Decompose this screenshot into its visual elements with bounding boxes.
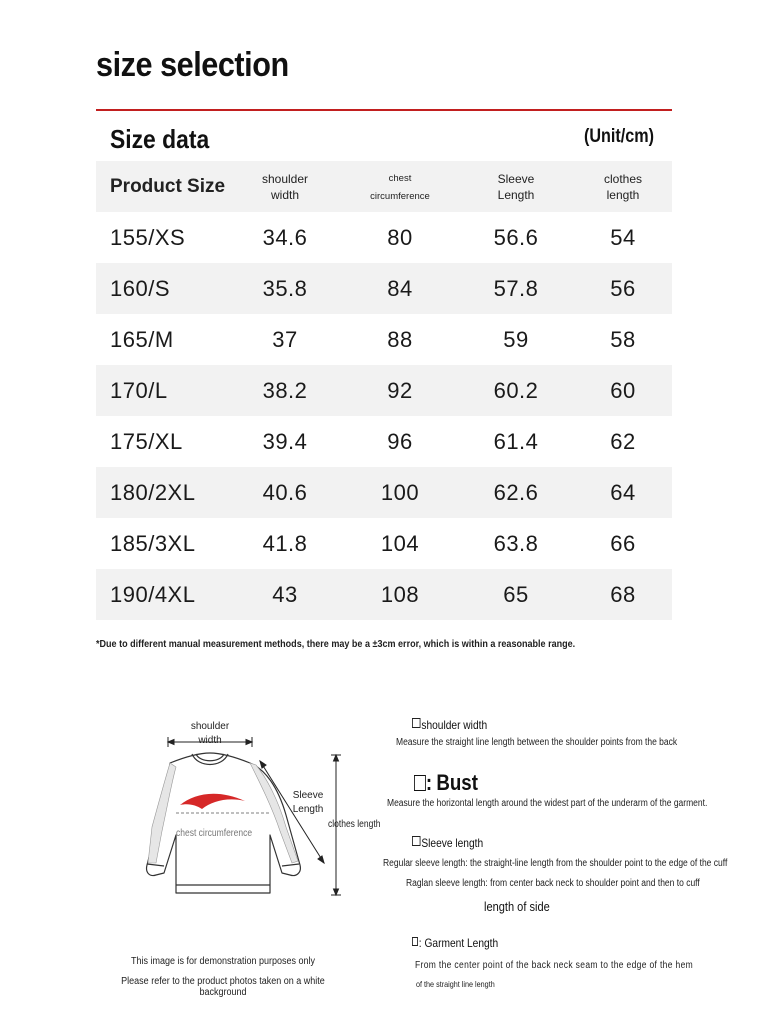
cell-sleeve: 61.4	[493, 428, 539, 454]
cell-sleeve: 62.6	[493, 479, 539, 505]
shoulder-width-heading: shoulder width	[412, 716, 487, 734]
page-title: size selection	[96, 46, 289, 84]
cell-length: 54	[610, 224, 636, 250]
cell-chest: 108	[380, 581, 420, 607]
cell-shoulder: 35.8	[262, 275, 308, 301]
cell-chest: 92	[387, 377, 413, 403]
garment-length-heading: : Garment Length	[412, 934, 498, 952]
header-shoulder-width: shoulder width	[261, 171, 309, 202]
bust-description: Measure the horizontal length around the widest part of the underarm of the garment.	[387, 798, 708, 809]
cell-shoulder: 41.8	[262, 530, 308, 556]
table-row	[96, 212, 672, 263]
cell-size: 155/XS	[110, 224, 186, 250]
cell-shoulder: 40.6	[262, 479, 308, 505]
table-row	[96, 314, 672, 365]
cell-chest: 88	[387, 326, 413, 352]
cell-size: 175/XL	[110, 428, 183, 454]
shoulder-width-description: Measure the straight line length between the shoulder points from the back	[396, 737, 678, 748]
cell-length: 64	[610, 479, 636, 505]
cell-length: 56	[610, 275, 636, 301]
sleeve-raglan-description: Raglan sleeve length: from center back neck to shoulder point and then to cuff	[406, 878, 700, 889]
table-row	[96, 518, 672, 569]
table-header-row	[96, 161, 672, 212]
cell-shoulder: 34.6	[262, 224, 308, 250]
diagram-chest-label: chest circumference	[176, 828, 253, 839]
cell-shoulder: 39.4	[262, 428, 308, 454]
diagram-shoulder-label: shoulder width	[190, 721, 230, 746]
missing-glyph-icon	[412, 937, 418, 946]
cell-shoulder: 37	[272, 326, 298, 352]
missing-glyph-icon	[412, 836, 421, 846]
title-divider	[96, 109, 672, 111]
garment-length-description-2: of the straight line length	[416, 979, 495, 989]
cell-shoulder: 43	[272, 581, 298, 607]
bust-heading: : Bust	[414, 770, 478, 796]
cell-length: 62	[610, 428, 636, 454]
cell-size: 165/M	[110, 326, 174, 352]
cell-length: 66	[610, 530, 636, 556]
measurement-footnote: *Due to different manual measurement methods, there may be a ±3cm error, which is within a reasonable range.	[96, 638, 576, 650]
diagram-caption-1: This image is for demonstration purposes only	[130, 956, 316, 967]
sweatshirt-diagram	[100, 735, 355, 905]
cell-sleeve: 59	[503, 326, 529, 352]
garment-length-description-1: From the center point of the back neck seam to the edge of the hem	[415, 960, 694, 971]
cell-sleeve: 60.2	[493, 377, 539, 403]
missing-glyph-icon	[414, 775, 426, 791]
cell-sleeve: 65	[503, 581, 529, 607]
cell-chest: 104	[380, 530, 420, 556]
unit-label: (Unit/cm)	[584, 126, 654, 147]
header-sleeve-length: Sleeve Length	[497, 171, 535, 202]
header-clothes-length: clothes length	[603, 171, 643, 202]
cell-sleeve: 63.8	[493, 530, 539, 556]
table-row	[96, 467, 672, 518]
diagram-length-label: clothes length	[328, 819, 381, 830]
size-table	[96, 161, 672, 620]
cell-chest: 84	[387, 275, 413, 301]
cell-size: 160/S	[110, 275, 170, 301]
cell-chest: 96	[387, 428, 413, 454]
section-title: Size data	[110, 124, 210, 154]
cell-chest: 80	[387, 224, 413, 250]
cell-size: 180/2XL	[110, 479, 196, 505]
missing-glyph-icon	[412, 718, 421, 728]
cell-chest: 100	[380, 479, 420, 505]
sleeve-side-length: length of side	[484, 899, 550, 914]
cell-length: 58	[610, 326, 636, 352]
cell-sleeve: 57.8	[493, 275, 539, 301]
cell-length: 60	[610, 377, 636, 403]
table-row	[96, 263, 672, 314]
table-row	[96, 416, 672, 467]
sleeve-regular-description: Regular sleeve length: the straight-line length from the shoulder point to the edge of the cuff	[383, 858, 728, 869]
header-chest-circumference: chest circumference	[370, 172, 430, 202]
table-row	[96, 365, 672, 416]
cell-length: 68	[610, 581, 636, 607]
diagram-caption-2: Please refer to the product photos taken on a white background	[121, 976, 325, 998]
cell-shoulder: 38.2	[262, 377, 308, 403]
diagram-sleeve-label: Sleeve Length	[292, 790, 324, 815]
header-product-size: Product Size	[110, 175, 226, 197]
cell-sleeve: 56.6	[493, 224, 539, 250]
table-row	[96, 569, 672, 620]
cell-size: 170/L	[110, 377, 168, 403]
sleeve-length-heading: Sleeve length	[412, 834, 483, 852]
cell-size: 190/4XL	[110, 581, 196, 607]
cell-size: 185/3XL	[110, 530, 196, 556]
